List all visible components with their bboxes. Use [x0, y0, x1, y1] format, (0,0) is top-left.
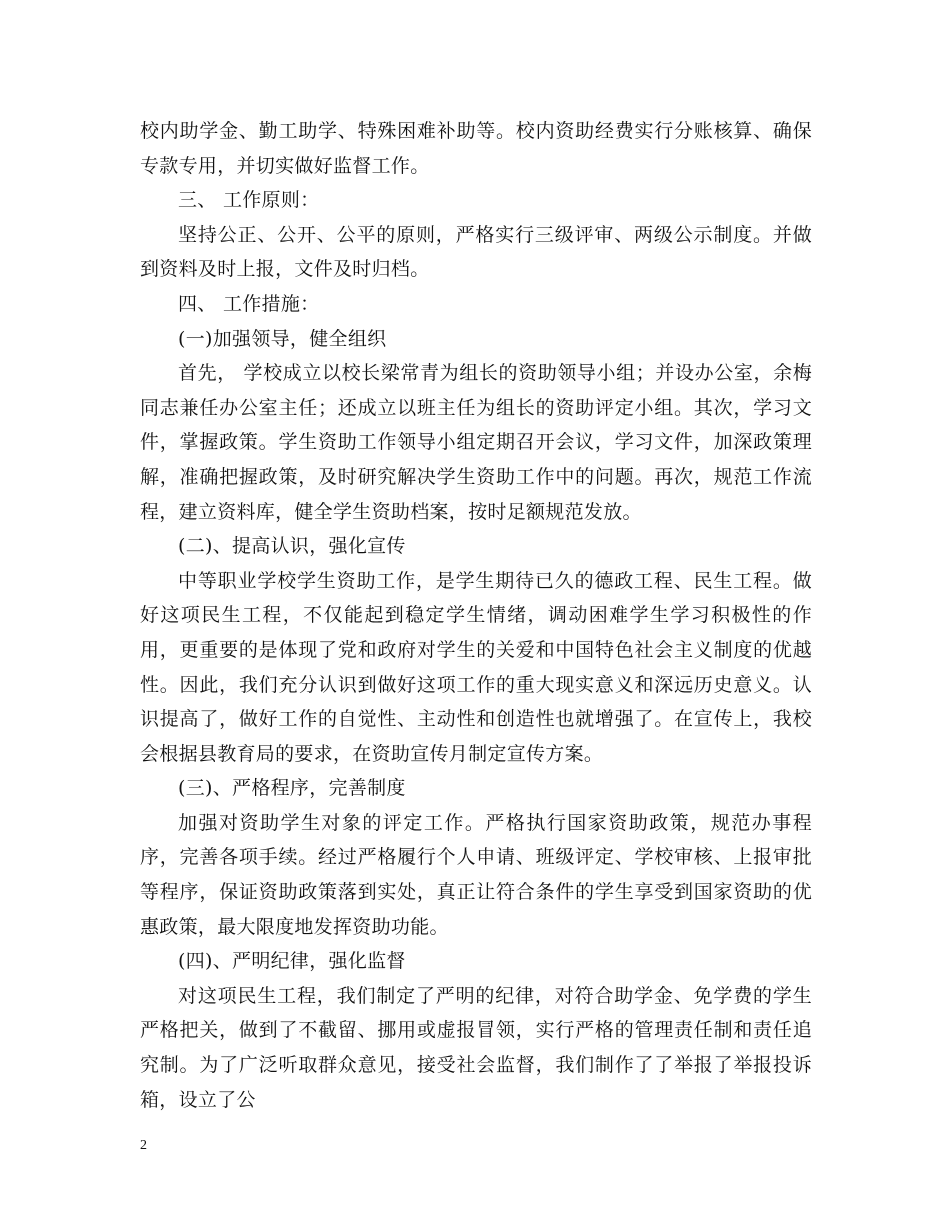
paragraph-awareness: 中等职业学校学生资助工作，是学生期待已久的德政工程、民生工程。做好这项民生工程，不仅能起到稳定学生情绪，调动困难学生学习积极性的作用，更重要的是体现了党和政府对学生的关爱和中国特色社会主义制度的优越性。因此，我们充分认识到做好这项工作的重大现实意义和深远历史意义。认识提高了，做好工作的自觉性、主动性和创造性也就增强了。在宣传上，我校会根据县教育局的要求，在资助宣传月制定宣传方案。 — [140, 569, 812, 765]
subheading-leadership: (一)加强领导，健全组织 — [178, 327, 387, 350]
paragraph-continuation: 校内助学金、勤工助学、特殊困难补助等。校内资助经费实行分账核算、确保专款专用，并切实做好监督工作。 — [140, 120, 812, 177]
subheading-procedures: (三)、严格程序，完善制度 — [178, 777, 406, 800]
paragraph-procedures: 加强对资助学生对象的评定工作。严格执行国家资助政策，规范办事程序，完善各项手续。经过严格履行个人申请、班级评定、学校审核、上报审批等程序，保证资助政策落到实处，真正让符合条件的学生享受到国家资助的优惠政策，最大限度地发挥资助功能。 — [140, 811, 812, 938]
document-body — [140, 114, 812, 1117]
paragraph-discipline: 对这项民生工程，我们制定了严明的纪律，对符合助学金、免学费的学生严格把关，做到了不截留、挪用或虚报冒领，实行严格的管理责任制和责任追究制。为了广泛听取群众意见，接受社会监督，我们制作了了举报了举报投诉箱，设立了公 — [140, 984, 812, 1111]
subheading-discipline: (四)、严明纪律，强化监督 — [178, 950, 406, 973]
paragraph-principles: 坚持公正、公开、公平的原则，严格实行三级评审、两级公示制度。并做到资料及时上报，文件及时归档。 — [140, 223, 812, 281]
section-heading-principles: 三、 工作原则： — [178, 189, 320, 212]
paragraph-leadership: 首先， 学校成立以校长梁常青为组长的资助领导小组；并设办公室，余梅同志兼任办公室主任；还成立以班主任为组长的资助评定小组。其次，学习文件，掌握政策。学生资助工作领导小组定期召开会议，学习文件，加深政策理解，准确把握政策，及时研究解决学生资助工作中的问题。再次，规范工作流程，建立资料库，健全学生资助档案，按时足额规范发放。 — [140, 362, 812, 523]
subheading-awareness: (二)、提高认识，强化宣传 — [178, 535, 406, 558]
section-heading-measures: 四、 工作措施： — [178, 292, 320, 315]
page-number: 2 — [140, 1138, 147, 1153]
